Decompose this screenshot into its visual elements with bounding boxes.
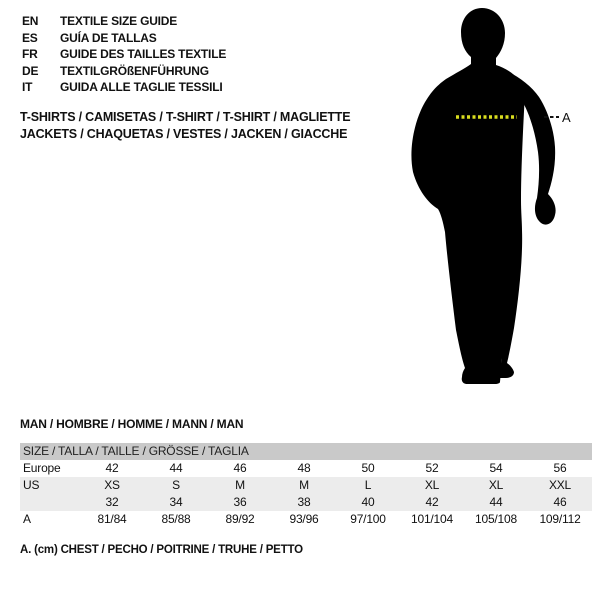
table-cell: XS <box>104 478 120 492</box>
table-row-numeric <box>20 494 592 511</box>
language-code: DE <box>22 63 39 78</box>
table-cell: 50 <box>361 461 375 475</box>
row-label: US <box>23 478 40 492</box>
language-guide-item <box>22 13 226 30</box>
guide-title: GUÍA DE TALLAS <box>60 30 157 45</box>
table-cell: 109/112 <box>539 512 581 526</box>
measurement-footnote: A. (cm) CHEST / PECHO / POITRINE / TRUHE / PETTO <box>20 544 303 556</box>
table-row-chest-a <box>20 511 592 528</box>
guide-title: GUIDA ALLE TAGLIE TESSILI <box>60 80 223 94</box>
figure-area <box>400 0 600 400</box>
table-cell: M <box>299 478 309 492</box>
table-cell: L <box>364 478 372 492</box>
language-guide-item <box>22 79 226 96</box>
table-cell: 56 <box>553 461 567 475</box>
language-guide-list <box>22 13 226 96</box>
guide-title: TEXTILGRÖßENFÜHRUNG <box>60 63 209 78</box>
garment-categories <box>20 109 350 143</box>
man-silhouette <box>411 8 525 384</box>
table-cell: 46 <box>553 495 567 509</box>
category-line-jackets: JACKETS / CHAQUETAS / VESTES / JACKEN / GIACCHE <box>20 127 348 141</box>
table-cell: 44 <box>169 461 183 475</box>
table-cell: XXL <box>548 478 572 492</box>
row-label <box>20 494 80 511</box>
table-cell: 97/100 <box>350 512 386 526</box>
measure-label-a: A <box>562 110 571 125</box>
table-cell: 89/92 <box>225 512 255 526</box>
table-cell: M <box>235 478 245 492</box>
table-cell: 101/104 <box>411 512 453 526</box>
language-code: IT <box>22 80 33 94</box>
table-cell: 42 <box>425 495 439 509</box>
table-cell: XL <box>488 478 504 492</box>
table-cell: 36 <box>233 495 247 509</box>
table-cell: 42 <box>105 461 119 475</box>
table-cell: 38 <box>297 495 311 509</box>
table-cell: 46 <box>233 461 247 475</box>
table-cell: 54 <box>489 461 503 475</box>
table-cell: 52 <box>425 461 439 475</box>
table-cell: 40 <box>361 495 375 509</box>
table-cell: 93/96 <box>289 512 319 526</box>
language-guide-item <box>22 63 226 80</box>
section-title-man: MAN / HOMBRE / HOMME / MANN / MAN <box>20 417 244 431</box>
table-cell: 44 <box>489 495 503 509</box>
language-code: FR <box>22 47 38 61</box>
table-cell: 85/88 <box>161 512 191 526</box>
language-guide-item <box>22 46 226 63</box>
guide-title: TEXTILE SIZE GUIDE <box>60 14 178 28</box>
language-guide-item <box>22 30 226 47</box>
language-code: EN <box>22 14 39 28</box>
table-cell: 32 <box>105 495 119 509</box>
table-cell: XL <box>424 478 440 492</box>
row-label: A <box>23 512 31 526</box>
row-label: Europe <box>23 461 61 475</box>
table-row-europe <box>20 460 592 477</box>
table-cell: 81/84 <box>97 512 127 526</box>
table-cell: 48 <box>297 461 311 475</box>
table-cell: 105/108 <box>475 512 517 526</box>
category-line-tshirts: T-SHIRTS / CAMISETAS / T-SHIRT / T-SHIRT / MAGLIETTE <box>20 110 351 124</box>
guide-title: GUIDE DES TAILLES TEXTILE <box>60 47 227 61</box>
table-row-us <box>20 477 592 494</box>
table-cell: 34 <box>169 495 183 509</box>
size-table <box>20 443 592 528</box>
language-code: ES <box>22 30 38 45</box>
table-cell: S <box>172 478 180 492</box>
size-table-header: SIZE / TALLA / TAILLE / GRÖSSE / TAGLIA <box>20 443 592 460</box>
